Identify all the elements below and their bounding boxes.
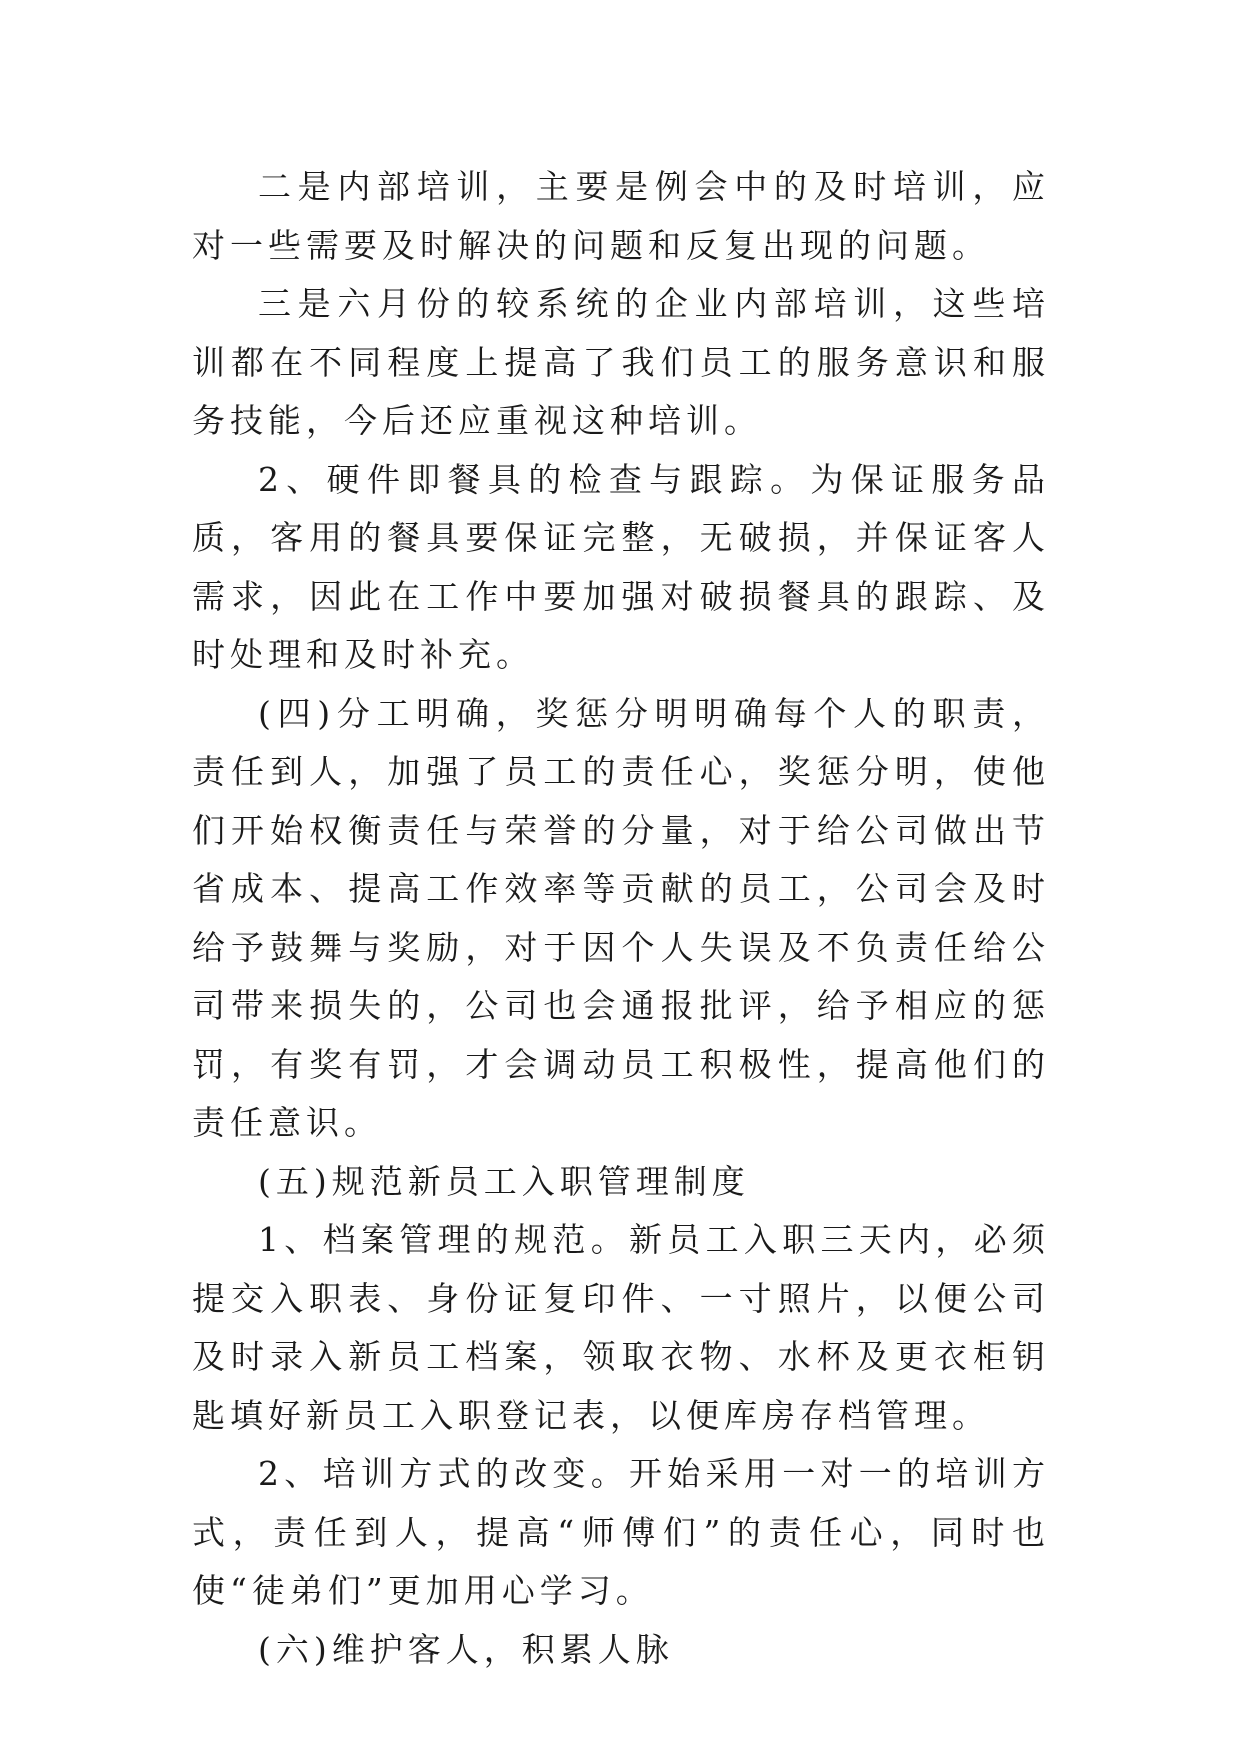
document-page [192,158,1050,1679]
heading-section-6: (六)维护客人，积累人脉 [258,1629,674,1669]
paragraph-training-method: 2、培训方式的改变。开始采用一对一的培训方式，责任到人，提高“师傅们”的责任心，同时也使“徒弟们”更加用心学习。 [192,1454,1050,1610]
heading-section-5: (五)规范新员工入职管理制度 [258,1161,750,1201]
paragraph-internal-training: 二是内部培训，主要是例会中的及时培训，应对一些需要及时解决的问题和反复出现的问题。 [192,167,1050,265]
paragraph-tableware-check: 2、硬件即餐具的检查与跟踪。为保证服务品质，客用的餐具要保证完整，无破损，并保证客人需求，因此在工作中要加强对破损餐具的跟踪、及时处理和及时补充。 [192,459,1050,674]
paragraph-section-4: (四)分工明确，奖惩分明明确每个人的职责，责任到人，加强了员工的责任心，奖惩分明，使他们开始权衡责任与荣誉的分量，对于给公司做出节省成本、提高工作效率等贡献的员工，公司会及时给予鼓舞与奖励，对于因个人失误及不负责任给公司带来损失的，公司也会通报批评，给予相应的惩罚，有奖有罚，才会调动员工积极性，提高他们的责任意识。 [192,693,1050,1142]
paragraph-archive-management: 1、档案管理的规范。新员工入职三天内，必须提交入职表、身份证复印件、一寸照片，以便公司及时录入新员工档案，领取衣物、水杯及更衣柜钥匙填好新员工入职登记表，以便库房存档管理。 [192,1220,1050,1435]
paragraph-june-training: 三是六月份的较系统的企业内部培训，这些培训都在不同程度上提高了我们员工的服务意识和服务技能，今后还应重视这种培训。 [192,284,1050,440]
